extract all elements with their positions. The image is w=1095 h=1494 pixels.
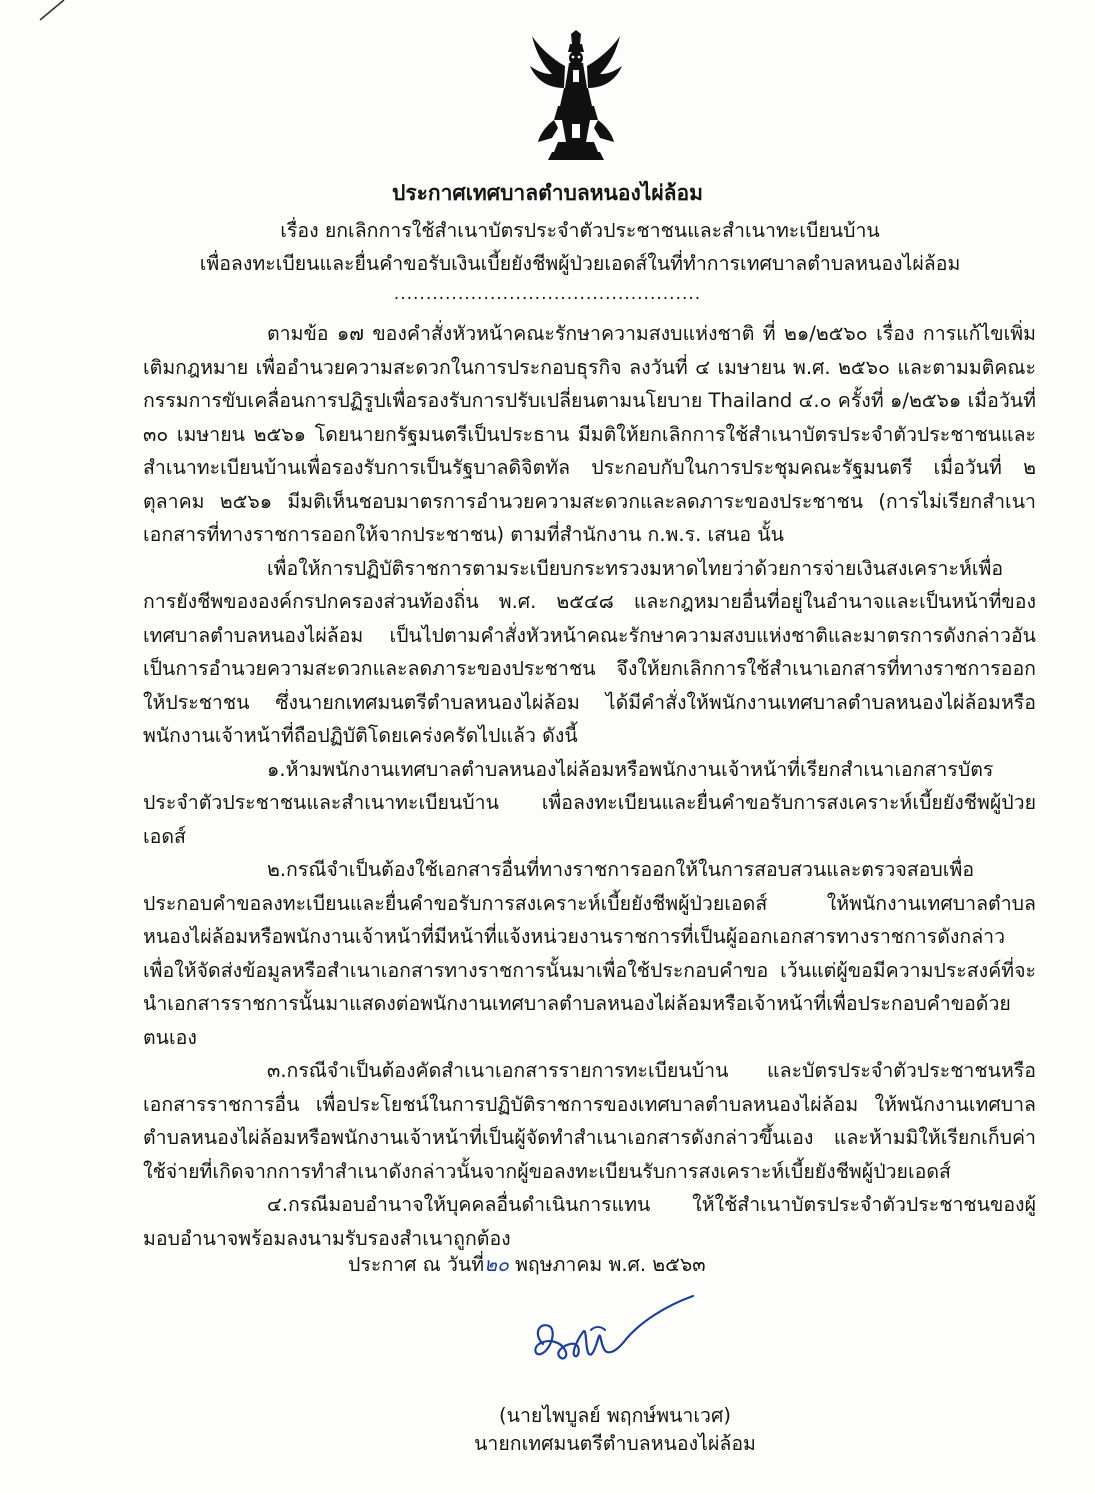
- item-1: ๑.ห้ามพนักงานเทศบาลตำบลหนองไผ่ล้อมหรือพนักงานเจ้าหน้าที่เรียกสำเนาเอกสารบัตรประจำตัวประชาชนและสำเนาทะเบียนบ้าน เพื่อลงทะเบียนและยื่นคำขอรับการสงเคราะห์เบี้ยยังชีพผู้ป่วยเอดส์: [143, 757, 1036, 848]
- date-prefix: ประกาศ ณ วันที่: [348, 1253, 485, 1276]
- signer-title: นายกเทศมนตรีตำบลหนองไผ่ล้อม: [474, 1432, 756, 1455]
- announcement-body: [143, 317, 1036, 1255]
- subject-line-1: เรื่อง ยกเลิกการใช้สำเนาบัตรประจำตัวประชาชนและสำเนาทะเบียนบ้าน: [280, 219, 880, 242]
- signer-name: (นายไพบูลย์ พฤกษ์พนาเวศ): [499, 1404, 731, 1427]
- announcement-title: ประกาศเทศบาลตำบลหนองไผ่ล้อม: [392, 181, 703, 205]
- handwritten-signature: [525, 1292, 700, 1382]
- garuda-emblem-icon: [528, 30, 624, 162]
- paragraph-purpose: เพื่อให้การปฏิบัติราชการตามระเบียบกระทรวงมหาดไทยว่าด้วยการจ่ายเงินสงเคราะห์เพื่อการยังชีพขององค์กรปกครองส่วนท้องถิ่น พ.ศ. ๒๕๔๘ และกฎหมายอื่นที่อยู่ในอำนาจและเป็นหน้าที่ของเทศบาลตำบลหนองไผ่ล้อม เป็นไปตามคำสั่งหัวหน้าคณะรักษาความสงบแห่งชาติและมาตรการดังกล่าวอัน เป็นการอำนวยความสะดวกและลดภาระของประชาชน จึงให้ยกเลิกการใช้สำเนาเอกสารที่ทางราชการออกให้ประชาชน ซึ่งนายกเทศมนตรีตำบลหนองไผ่ล้อม ได้มีคำสั่งให้พนักงานเทศบาลตำบลหนองไผ่ล้อมหรือพนักงานเจ้าหน้าที่ถือปฏิบัติโดยเคร่งครัดไปแล้ว ดังนี้: [143, 556, 1036, 747]
- date-day-handwritten: ๒๐: [484, 1253, 509, 1276]
- pen-mark: [0, 0, 80, 40]
- paragraph-preamble: ตามข้อ ๑๗ ของคำสั่งหัวหน้าคณะรักษาความสงบแห่งชาติ ที่ ๒๑/๒๕๖๐ เรื่อง การแก้ไขเพิ่มเติมกฎหมาย เพื่ออำนวยความสะดวกในการประกอบธุรกิจ ลงวันที่ ๔ เมษายน พ.ศ. ๒๕๖๐ และตามมติคณะกรรมการขับเคลื่อนการปฏิรูปเพื่อรองรับการปรับเปลี่ยนตามนโยบาย Thailand ๔.๐ ครั้งที่ ๑/๒๕๖๑ เมื่อวันที่ ๓๐ เมษายน ๒๕๖๑ โดยนายกรัฐมนตรีเป็นประธาน มีมติให้ยกเลิกการใช้สำเนาบัตรประจำตัวประชาชนและสำเนาทะเบียนบ้านเพื่อรองรับการเป็นรัฐบาลดิจิตทัล ประกอบกับในการประชุมคณะรัฐมนตรี เมื่อวันที่ ๒ ตุลาคม ๒๕๖๑ มีมติเห็นชอบมาตรการอำนวยความสะดวกและลดภาระของประชาชน (การไม่เรียกสำเนาเอกสารที่ทางราชการออกให้จากประชาชน) ตามที่สำนักงาน ก.พ.ร. เสนอ นั้น: [143, 322, 1037, 546]
- item-2: ๒.กรณีจำเป็นต้องใช้เอกสารอื่นที่ทางราชการออกให้ในการสอบสวนและตรวจสอบเพื่อประกอบคำขอลงทะเบียนและยื่นคำขอรับการสงเคราะห์เบี้ยยังชีพผู้ป่วยเอดส์ ให้พนักงานเทศบาลตำบลหนองไผ่ล้อมหรือพนักงานเจ้าหน้าที่มีหน้าที่แจ้งหน่วยงานราชการที่เป็นผู้ออกเอกสารทางราชการดังกล่าว เพื่อให้จัดส่งข้อมูลหรือสำเนาเอกสารทางราชการนั้นมาเพื่อใช้ประกอบคำขอ เว้นแต่ผู้ขอมีความประสงค์ที่จะนำเอกสารราชการนั้นมาแสดงต่อพนักงานเทศบาลตำบลหนองไผ่ล้อมหรือเจ้าหน้าที่เพื่อประกอบคำขอด้วยตนเอง: [143, 858, 1036, 1049]
- subject-line-2: เพื่อลงทะเบียนและยื่นคำขอรับเงินเบี้ยยังชีพผู้ป่วยเอดส์ในที่ทำการเทศบาลตำบลหนองไผ่ล้อม: [199, 252, 961, 275]
- announcement-date: [348, 1250, 706, 1280]
- item-3: ๓.กรณีจำเป็นต้องคัดสำเนาเอกสารรายการทะเบียนบ้าน และบัตรประจำตัวประชาชนหรือเอกสารราชการอื่น เพื่อประโยชน์ในการปฏิบัติราชการของเทศบาลตำบลหนองไผ่ล้อม ให้พนักงานเทศบาลตำบลหนองไผ่ล้อมหรือพนักงานเจ้าหน้าที่เป็นผู้จัดทำสำเนาเอกสารดังกล่าวขึ้นเอง และห้ามมิให้เรียกเก็บค่าใช้จ่ายที่เกิดจากการทำสำเนาดังกล่าวนั้นจากผู้ขอลงทะเบียนรับการสงเคราะห์เบี้ยยังชีพผู้ป่วยเอดส์: [143, 1059, 1036, 1183]
- date-suffix: พฤษภาคม พ.ศ. ๒๕๖๓: [515, 1253, 706, 1276]
- dotted-divider: ................................................: [393, 284, 702, 304]
- item-4: ๔.กรณีมอบอำนาจให้บุคคลอื่นดำเนินการแทน ให้ใช้สำเนาบัตรประจำตัวประชาชนของผู้มอบอำนาจพร้อมลงนามรับรองสำเนาถูกต้อง: [143, 1193, 1036, 1250]
- subject-block: [150, 214, 1010, 280]
